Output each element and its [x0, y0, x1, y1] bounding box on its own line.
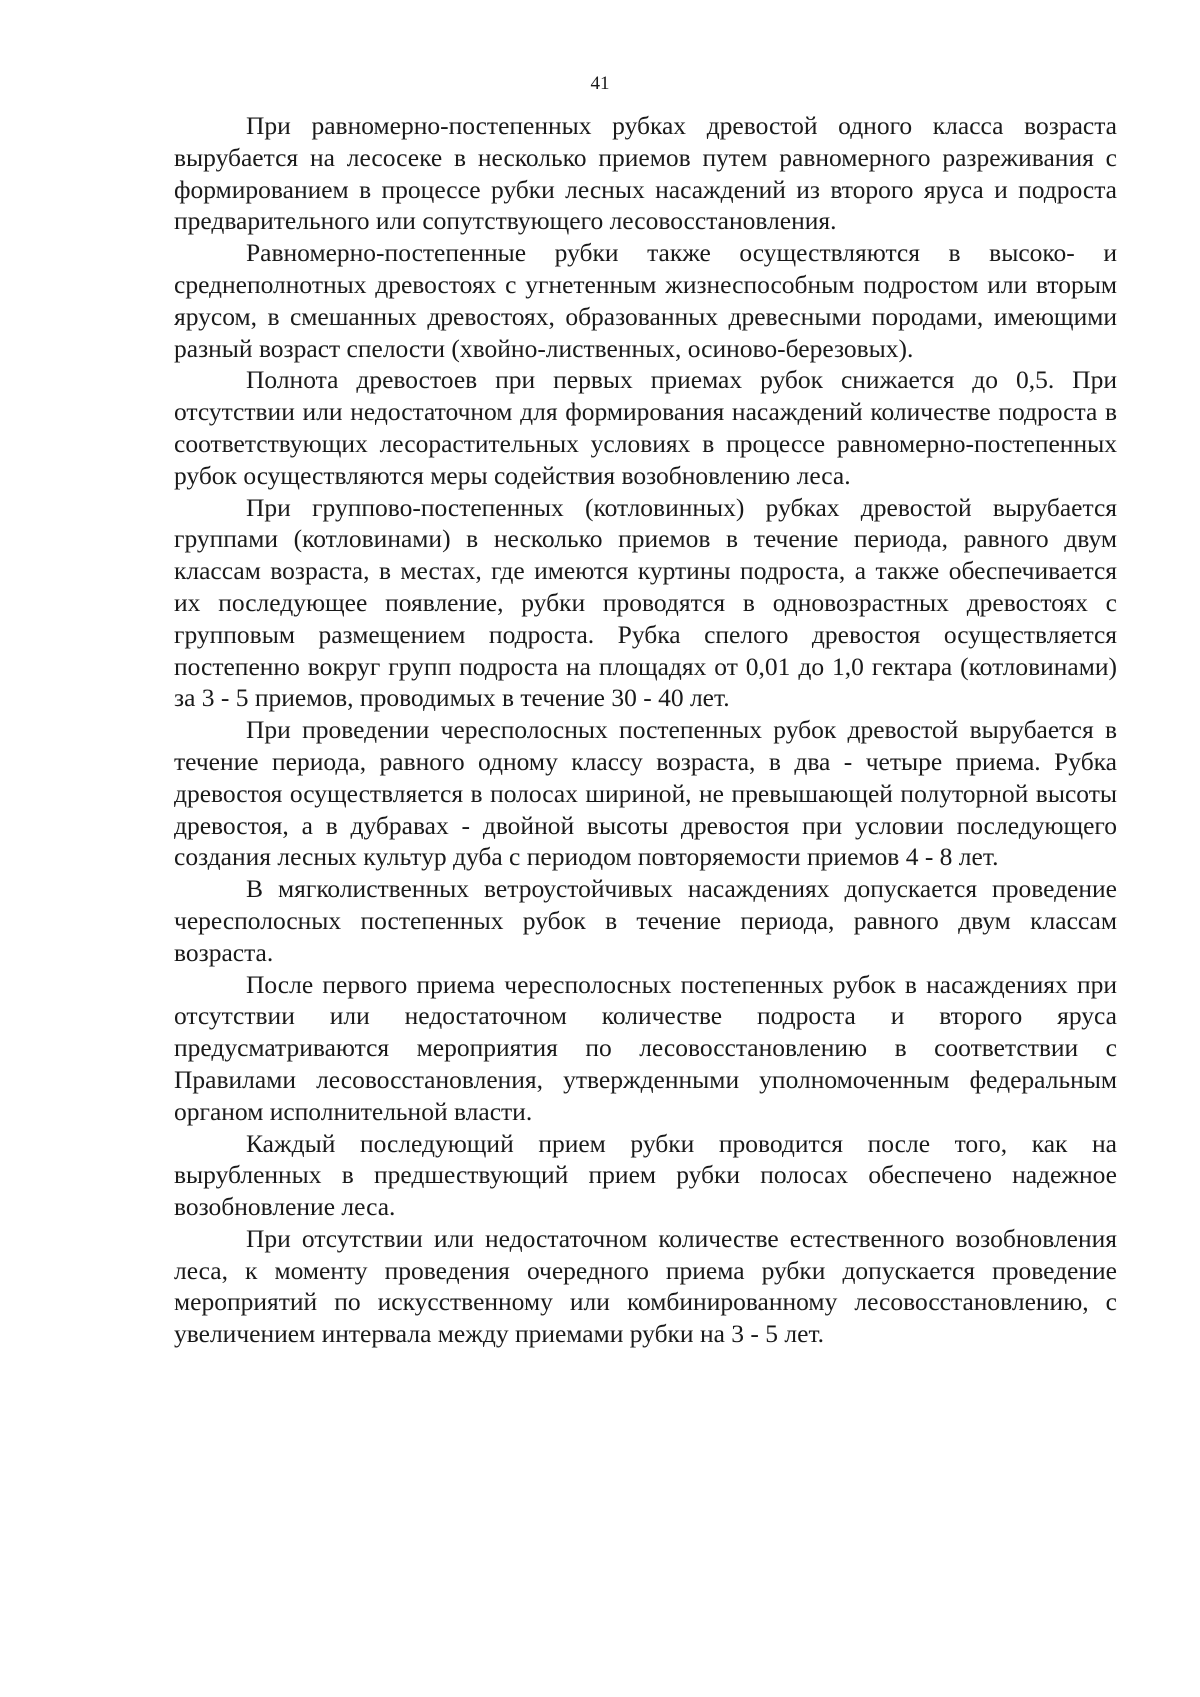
- paragraph-6: В мягколиственных ветроустойчивых насаждениях допускается проведение чересполосных постепенных рубок в течение периода, равного двум классам возраста.: [174, 874, 1117, 967]
- paragraph-9: При отсутствии или недостаточном количестве естественного возобновления леса, к моменту проведения очередного приема рубки допускается проведение мероприятий по искусственному или комбинированному лесовосстановлению, с увеличением интервала между приемами рубки на 3 - 5 лет.: [174, 1223, 1117, 1349]
- paragraph-3: Полнота древостоев при первых приемах рубок снижается до 0,5. При отсутствии или недостаточном для формирования насаждений количестве подроста в соответствующих лесорастительных условиях в процессе равномерно-постепенных рубок осуществляются меры содействия возобновлению леса.: [174, 365, 1117, 490]
- paragraph-4: При группово-постепенных (котловинных) рубках древостой вырубается группами (котловинами) в несколько приемов в течение периода, равного двум классам возраста, в местах, где имеются куртины подроста, а также обеспечивается их последующее появление, рубки проводятся в одновозрастных древостоях с групповым размещением подроста. Рубка спелого древостоя осуществляется постепенно вокруг групп подроста на площадях от 0,01 до 1,0 гектара (котловинами) за 3 - 5 приемов, проводимых в течение 30 - 40 лет.: [174, 492, 1117, 713]
- body-text: [174, 110, 1117, 1350]
- paragraph-2: Равномерно-постепенные рубки также осуществляются в высоко- и среднеполнотных древостоях с угнетенным жизнеспособным подростом или вторым ярусом, в смешанных древостоях, образованных древесными породами, имеющими разный возраст спелости (хвойно-лиственных, осиново-березовых).: [174, 238, 1117, 363]
- paragraph-5: При проведении чересполосных постепенных рубок древостой вырубается в течение периода, равного одному классу возраста, в два - четыре приема. Рубка древостоя осуществляется в полосах шириной, не превышающей полуторной высоты древостоя, а в дубравах - двойной высоты древостоя при условии последующего создания лесных культур дуба с периодом повторяемости приемов 4 - 8 лет.: [174, 715, 1117, 872]
- page-number: 41: [590, 73, 610, 94]
- paragraph-1: При равномерно-постепенных рубках древостой одного класса возраста вырубается на лесосеке в несколько приемов путем равномерного разреживания с формированием в процессе рубки лесных насаждений из второго яруса и подроста предварительного или сопутствующего лесовосстановления.: [174, 111, 1117, 236]
- paragraph-7: После первого приема чересполосных постепенных рубок в насаждениях при отсутствии или недостаточном количестве подроста и второго яруса предусматриваются мероприятия по лесовосстановлению в соответствии с Правилами лесовосстановления, утвержденными уполномоченным федеральным органом исполнительной власти.: [174, 969, 1117, 1126]
- paragraph-8: Каждый последующий прием рубки проводится после того, как на вырубленных в предшествующий прием рубки полосах обеспечено надежное возобновление леса.: [174, 1128, 1117, 1222]
